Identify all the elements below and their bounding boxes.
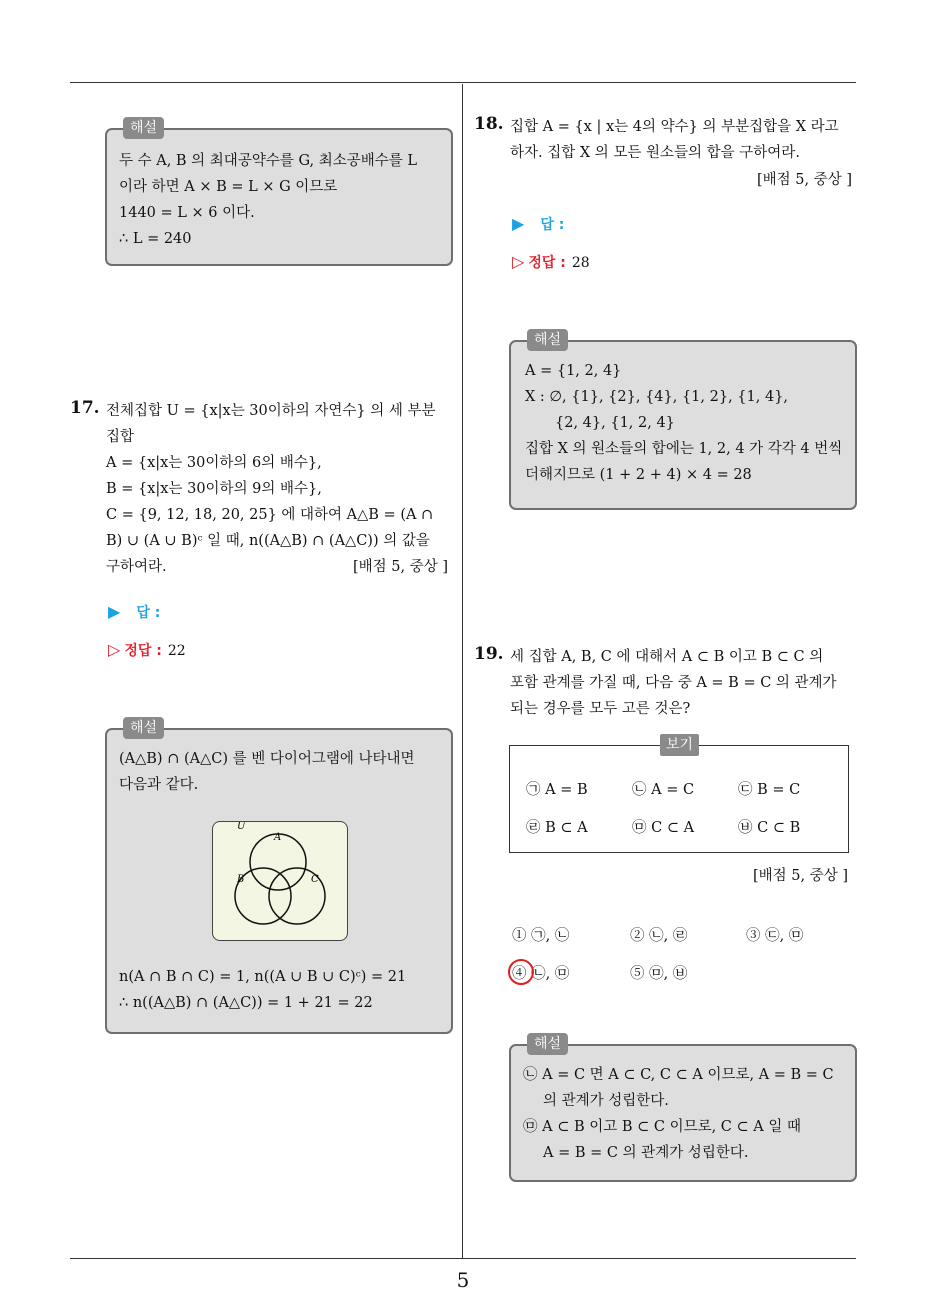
venn-label-a: A [274,832,282,843]
solution-line: 더해지므로 (1 + 2 + 4) × 4 = 28 [525,467,752,483]
bogi-item: ㉤ C ⊂ A [632,820,695,836]
solution-line: ㉤ A ⊂ B 이고 B ⊂ C 이므로, C ⊂ A 일 때 [523,1119,801,1135]
question-number-17: 17. [70,398,100,418]
question-19-text [510,644,860,722]
question-number-19: 19. [474,644,504,664]
choice-2[interactable]: ② ㉡, ㉣ [630,928,688,944]
question-line: A = {x|x는 30이하의 6의 배수}, [106,455,322,471]
answer-arrow-icon: ▶ [108,602,121,621]
choice-4[interactable]: ④ ㉡, ㉤ [512,966,570,982]
bogi-item: ㉥ C ⊂ B [738,820,801,836]
column-divider [462,84,463,1258]
score-18: [배점 5, 중상 ] [757,172,853,188]
solution-box-18 [509,332,857,510]
venn-label-b: B [237,874,245,885]
bogi-item: ㉡ A = C [632,782,695,798]
question-line: 되는 경우를 모두 고른 것은? [510,701,691,717]
question-line: B = {x|x는 30이하의 9의 배수}, [106,481,322,497]
solution-line: 의 관계가 성립한다. [543,1093,669,1109]
solution-tag: 해설 [123,117,164,139]
question-line: 집합 [106,429,135,445]
bogi-item: ㉠ A = B [526,782,588,798]
question-17-text [106,398,456,580]
solution-box-prev [105,120,453,266]
question-line: B) ∪ (A ∪ B)ᶜ 일 때, n((A△B) ∩ (A△C)) 의 값을 [106,533,430,549]
score-17: [배점 5, 중상 ] [353,559,449,575]
choice-1[interactable]: ① ㉠, ㉡ [512,928,570,944]
correct-value: 22 [167,643,186,659]
solution-line: ∴ n((A△B) ∩ (A△C)) = 1 + 21 = 22 [119,995,373,1011]
solution-line: ㉡ A = C 면 A ⊂ C, C ⊂ A 이므로, A = B = C [523,1067,834,1083]
question-18-text [510,114,860,166]
question-line: C = {9, 12, 18, 20, 25} 에 대하여 A△B = (A ∩ [106,507,434,523]
bottom-rule [70,1258,856,1259]
venn-svg [213,822,347,940]
question-line: 하자. 집합 X 의 모든 원소들의 합을 구하여라. [510,145,800,161]
correct-label: 정답 : [124,643,162,659]
solution-line: 이라 하면 A × B = L × G 이므로 [119,179,338,195]
score-19: [배점 5, 중상 ] [753,868,849,884]
solution-line: 1440 = L × 6 이다. [119,205,255,221]
bogi-item: ㉣ B ⊂ A [526,820,588,836]
question-line: 구하여라. [106,559,167,575]
answer-line-18 [512,214,564,234]
solution-tag: 해설 [527,329,568,351]
solution-tag: 해설 [123,717,164,739]
answer-label: 답 : [136,605,161,621]
answer-label: 답 : [540,217,565,233]
answer-arrow-icon: ▶ [512,214,525,233]
solution-line: A = {1, 2, 4} [525,363,622,379]
question-line: 세 집합 A, B, C 에 대해서 A ⊂ B 이고 B ⊂ C 의 [510,649,824,665]
answer-line-17 [108,602,160,622]
solution-line: (A△B) ∩ (A△C) 를 벤 다이어그램에 나타내면 [119,751,415,767]
solution-tag: 해설 [527,1033,568,1055]
solution-line: ∴ L = 240 [119,231,192,247]
correct-arrow-icon: ▷ [512,252,525,271]
solution-line: X : ∅, {1}, {2}, {4}, {1, 2}, {1, 4}, [525,389,789,405]
correct-value: 28 [571,255,590,271]
solution-line: 두 수 A, B 의 최대공약수를 G, 최소공배수를 L [119,153,418,169]
correct-answer-17 [108,640,186,660]
choice-3[interactable]: ③ ㉢, ㉤ [746,928,804,944]
selected-answer-circle [508,959,534,985]
solution-line: n(A ∩ B ∩ C) = 1, n((A ∪ B ∪ C)ᶜ) = 21 [119,969,407,985]
bogi-box [509,737,849,853]
question-number-18: 18. [474,114,504,134]
venn-diagram [212,821,348,941]
solution-line: 다음과 같다. [119,777,199,793]
solution-box-19 [509,1036,857,1182]
question-line: 집합 A = {x | x는 4의 약수} 의 부분집합을 X 라고 [510,119,839,135]
top-rule [70,82,856,83]
page-number: 5 [456,1268,470,1292]
bogi-item: ㉢ B = C [738,782,801,798]
question-line: 포함 관계를 가질 때, 다음 중 A = B = C 의 관계가 [510,675,837,691]
solution-line: 집합 X 의 원소들의 합에는 1, 2, 4 가 각각 4 번씩 [525,441,843,457]
correct-arrow-icon: ▷ [108,640,121,659]
venn-label-c: C [311,874,319,885]
bogi-tag: 보기 [660,734,699,756]
venn-label-u: U [237,822,246,832]
solution-line: {2, 4}, {1, 2, 4} [555,415,675,431]
correct-label: 정답 : [528,255,566,271]
question-line: 전체집합 U = {x|x는 30이하의 자연수} 의 세 부분 [106,403,436,419]
solution-line: A = B = C 의 관계가 성립한다. [543,1145,749,1161]
correct-answer-18 [512,252,590,272]
choice-5[interactable]: ⑤ ㉤, ㉥ [630,966,688,982]
